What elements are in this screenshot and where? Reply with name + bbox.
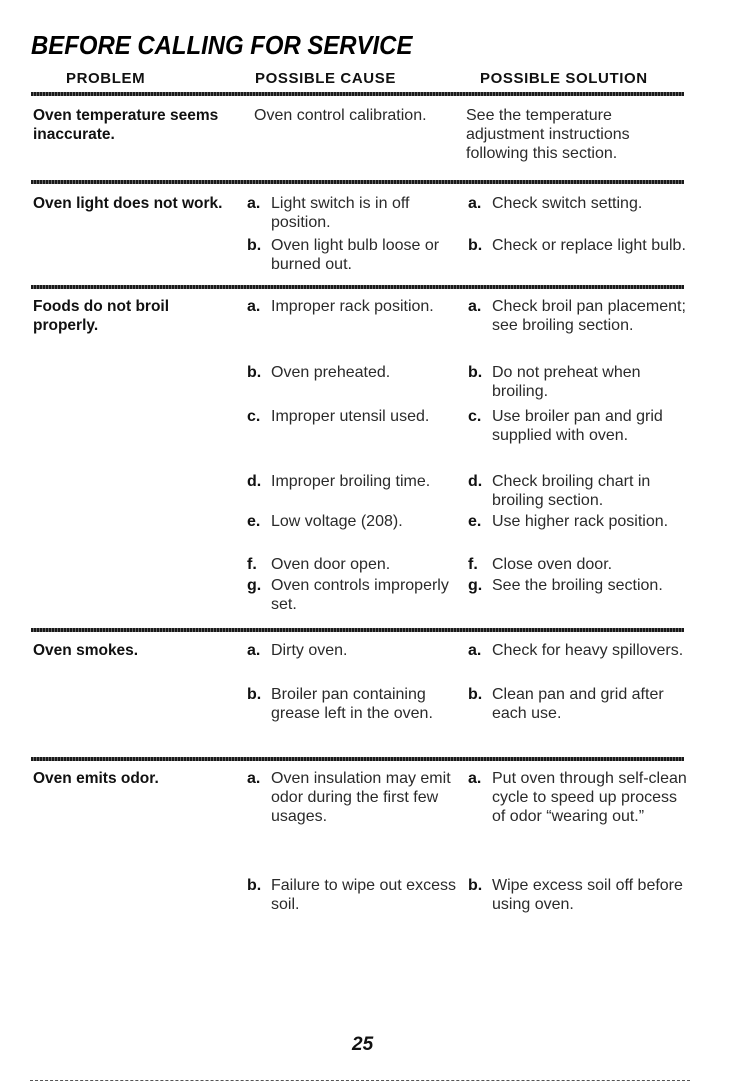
header-problem: PROBLEM — [66, 70, 146, 87]
item-label: d. — [468, 473, 483, 490]
item-label: b. — [247, 237, 262, 254]
problem-text: Oven smokes. — [33, 642, 139, 659]
solution-item — [468, 472, 690, 510]
cause-item — [247, 363, 459, 382]
cause-item — [247, 555, 459, 574]
solution-item — [468, 297, 690, 335]
item-label: f. — [468, 556, 478, 573]
item-label: b. — [247, 686, 262, 703]
cause-item — [247, 685, 459, 723]
solution-item — [468, 641, 690, 660]
item-text: Clean pan and grid after each use. — [492, 686, 664, 722]
item-text: Improper rack position. — [271, 298, 434, 315]
item-label: a. — [468, 642, 482, 659]
solution-item — [468, 407, 690, 445]
item-label: e. — [247, 513, 261, 530]
item-text: Check broiling chart in broiling section. — [492, 473, 651, 509]
solution-item — [468, 194, 690, 213]
cause-item — [247, 472, 459, 491]
item-text: Close oven door. — [492, 556, 613, 573]
cause-text: Oven control calibration. — [254, 107, 427, 124]
item-text: Oven preheated. — [271, 364, 391, 381]
item-label: c. — [468, 408, 482, 425]
item-label: a. — [247, 298, 261, 315]
item-text: Dirty oven. — [271, 642, 348, 659]
bottom-rule — [30, 1080, 690, 1082]
item-text: Oven controls improperly set. — [271, 577, 449, 613]
item-label: g. — [468, 577, 483, 594]
item-label: a. — [468, 770, 482, 787]
solution-item — [468, 512, 690, 531]
item-label: c. — [247, 408, 261, 425]
item-label: b. — [468, 237, 483, 254]
item-label: b. — [468, 686, 483, 703]
item-text: Do not preheat when broiling. — [492, 364, 641, 400]
divider-rule — [31, 628, 684, 632]
item-text: Low voltage (208). — [271, 513, 403, 530]
item-label: g. — [247, 577, 262, 594]
solution-item — [468, 576, 690, 595]
cause-item — [247, 512, 459, 531]
item-label: a. — [468, 195, 482, 212]
item-text: Put oven through self-clean cycle to speed up process of odor “wearing out.” — [492, 770, 687, 825]
item-text: Light switch is in off position. — [271, 195, 410, 231]
divider-rule — [31, 285, 684, 289]
item-label: f. — [247, 556, 257, 573]
item-text: Broiler pan containing grease left in the oven. — [271, 686, 433, 722]
header-possible-solution: POSSIBLE SOLUTION — [480, 70, 648, 87]
solution-text: See the temperature adjustment instructions following this section. — [466, 107, 630, 162]
problem-text: Oven emits odor. — [33, 770, 159, 787]
cause-item — [247, 194, 459, 232]
item-text: Check broil pan placement; see broiling section. — [492, 298, 686, 334]
cause-item — [247, 236, 459, 274]
problem-text: Foods do not broil properly. — [33, 298, 170, 334]
divider-rule — [31, 180, 684, 184]
item-text: Use broiler pan and grid supplied with oven. — [492, 408, 663, 444]
cause-item — [247, 576, 459, 614]
item-label: d. — [247, 473, 262, 490]
item-label: a. — [247, 195, 261, 212]
item-text: Improper broiling time. — [271, 473, 431, 490]
item-text: Check switch setting. — [492, 195, 643, 212]
item-text: Wipe excess soil off before using oven. — [492, 877, 683, 913]
header-possible-cause: POSSIBLE CAUSE — [255, 70, 396, 87]
item-text: Check for heavy spillovers. — [492, 642, 684, 659]
item-text: Use higher rack position. — [492, 513, 669, 530]
item-label: a. — [468, 298, 482, 315]
divider-rule — [31, 92, 684, 96]
item-label: a. — [247, 642, 261, 659]
item-label: b. — [468, 364, 483, 381]
cause-item — [247, 297, 459, 316]
solution-item — [468, 236, 690, 255]
cause-item — [247, 769, 459, 826]
problem-text: Oven light does not work. — [33, 195, 223, 212]
solution-item — [468, 769, 690, 826]
item-label: b. — [468, 877, 483, 894]
item-text: Oven door open. — [271, 556, 391, 573]
solution-item — [468, 555, 690, 574]
item-label: b. — [247, 364, 262, 381]
problem-text: Oven temperature seems inaccurate. — [33, 107, 219, 143]
solution-item — [468, 876, 690, 914]
item-label: b. — [247, 877, 262, 894]
solution-item — [468, 685, 690, 723]
page-title: BEFORE CALLING FOR SERVICE — [31, 30, 413, 60]
item-text: See the broiling section. — [492, 577, 663, 594]
cause-item — [247, 641, 459, 660]
item-text: Oven light bulb loose or burned out. — [271, 237, 440, 273]
item-text: Oven insulation may emit odor during the first few usages. — [271, 770, 451, 825]
item-text: Improper utensil used. — [271, 408, 430, 425]
item-text: Check or replace light bulb. — [492, 237, 686, 254]
item-label: a. — [247, 770, 261, 787]
solution-item — [468, 363, 690, 401]
item-label: e. — [468, 513, 482, 530]
cause-item — [247, 876, 459, 914]
item-text: Failure to wipe out excess soil. — [271, 877, 456, 913]
cause-item — [247, 407, 459, 426]
page-number: 25 — [352, 1034, 374, 1055]
divider-rule — [31, 757, 684, 761]
